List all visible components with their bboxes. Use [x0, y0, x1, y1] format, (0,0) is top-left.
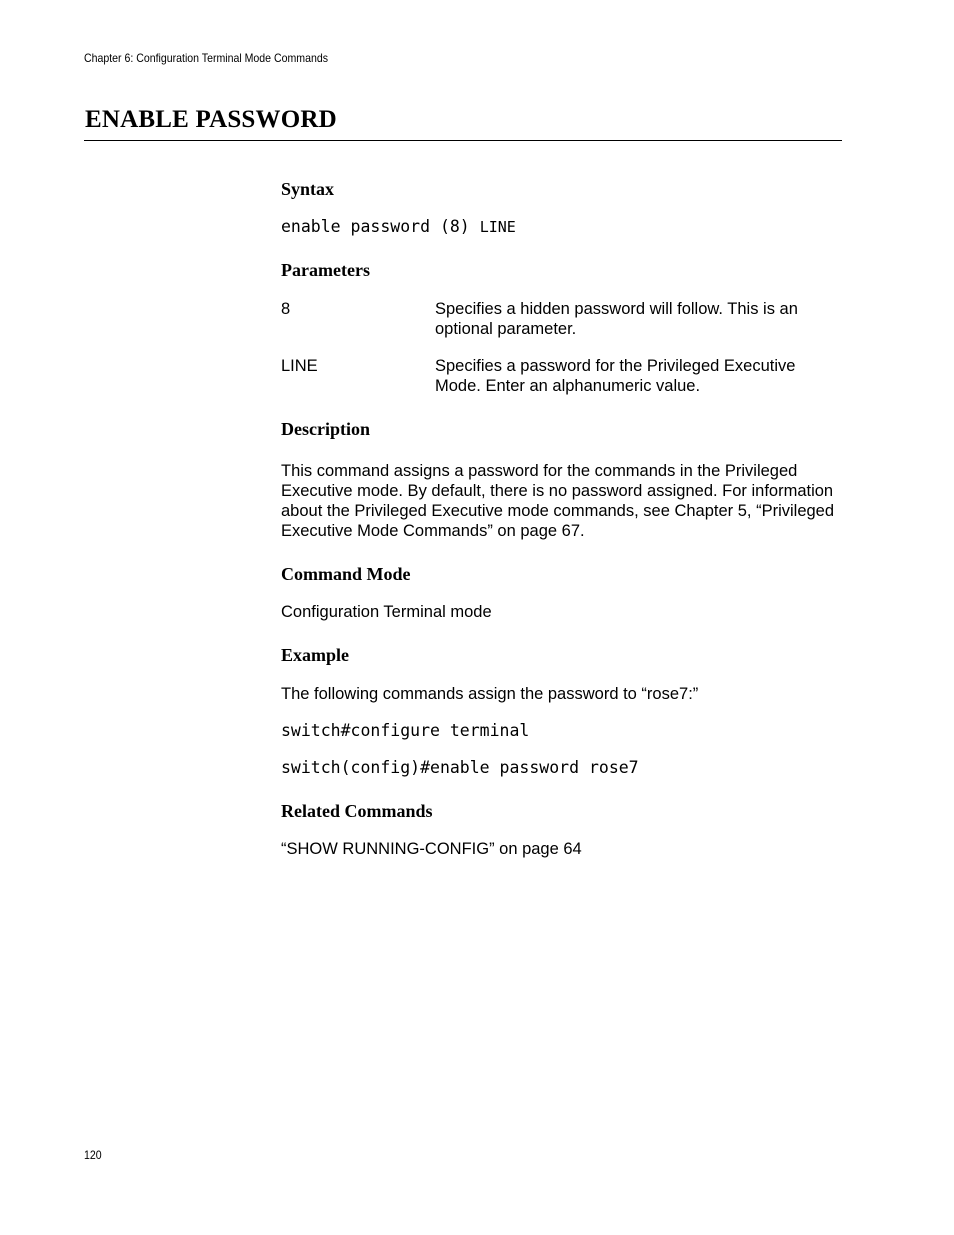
parameter-name: LINE: [281, 357, 318, 375]
syntax-heading: Syntax: [281, 179, 335, 199]
parameter-description: Specifies a password for the Privileged Executive Mode. Enter an alphanumeric value.: [435, 357, 796, 395]
parameter-description: Specifies a hidden password will follow. This is an optional parameter.: [435, 300, 798, 338]
example-heading: Example: [281, 645, 350, 665]
syntax-variable: LINE: [479, 218, 516, 236]
parameter-name: 8: [281, 300, 291, 318]
example-code-line: switch#configure terminal: [281, 721, 530, 740]
parameters-heading: Parameters: [281, 260, 370, 280]
description-heading: Description: [281, 419, 370, 439]
title-rule: [84, 140, 842, 141]
example-intro: The following commands assign the password to “rose7:”: [281, 685, 699, 703]
description-text: This command assigns a password for the commands in the Privileged Executive mode. By default, there is no password assigned. For information about the Privileged Executive mode commands, see Chapter 5, “Privileged Executive Mode Commands” on page 67.: [281, 462, 835, 540]
syntax-command-text: enable password (8): [281, 217, 480, 236]
command-mode-heading: Command Mode: [281, 564, 411, 584]
page-title: ENABLE PASSWORD: [85, 106, 337, 133]
command-mode-text: Configuration Terminal mode: [281, 603, 492, 621]
related-command-link[interactable]: “SHOW RUNNING-CONFIG” on page 64: [281, 840, 582, 858]
example-code-line: switch(config)#enable password rose7: [281, 758, 639, 777]
syntax-command: [281, 217, 516, 236]
related-commands-heading: Related Commands: [281, 801, 433, 821]
page-number: 120: [84, 1148, 102, 1162]
running-header: Chapter 6: Configuration Terminal Mode Commands: [84, 51, 328, 65]
